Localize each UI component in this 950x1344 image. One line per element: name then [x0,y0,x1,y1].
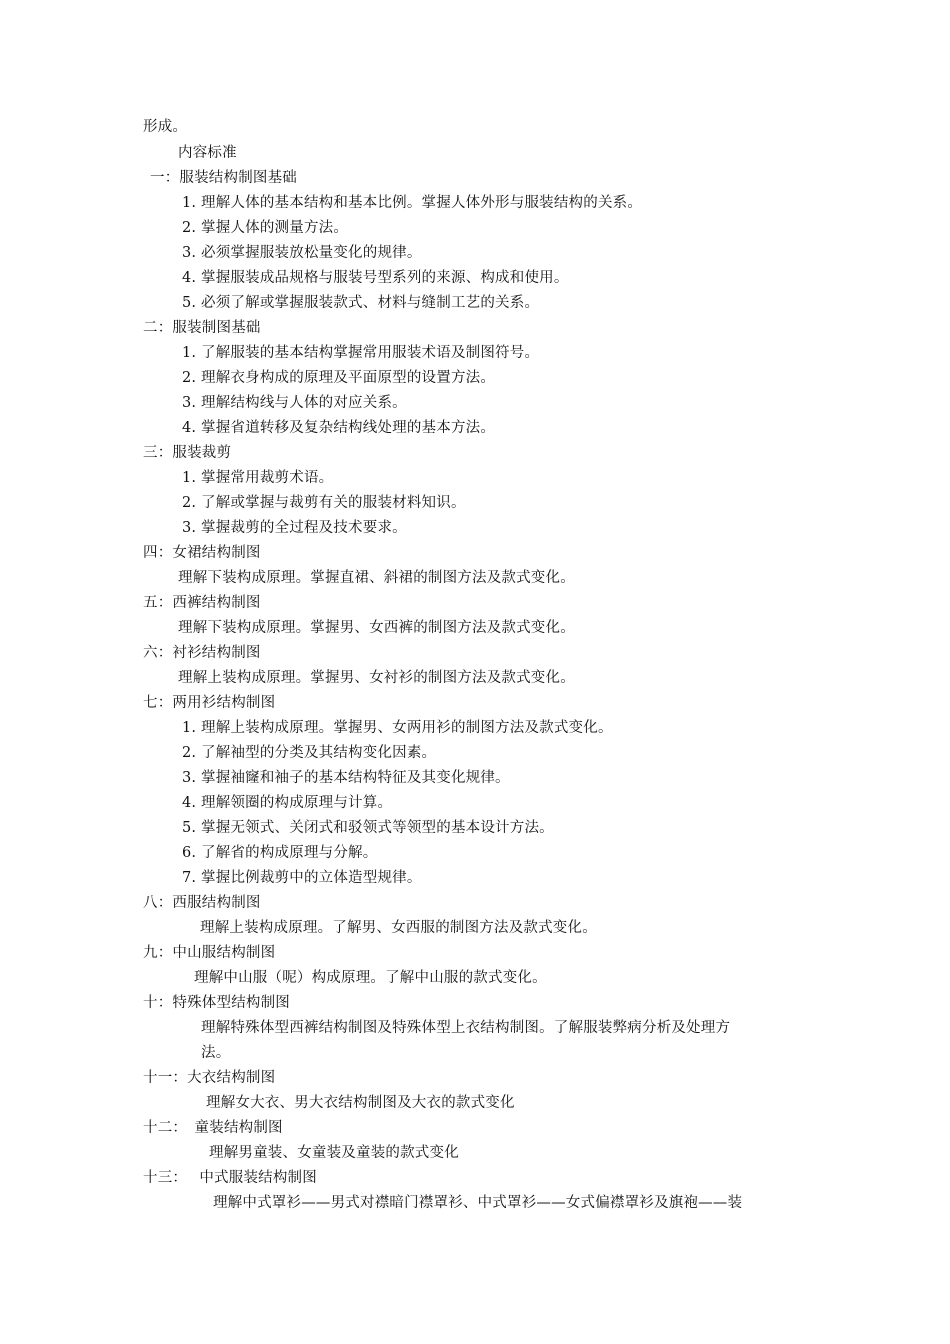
list-item: 3. 必须掌握服装放松量变化的规律。 [182,245,422,261]
list-item: 3. 理解结构线与人体的对应关系。 [182,395,407,411]
list-item: 4. 掌握省道转移及复杂结构线处理的基本方法。 [182,420,496,436]
section-heading: 内容标准 [178,145,237,161]
section-heading: 十一：大衣结构制图 [143,1070,276,1086]
paragraph: 理解女大衣、男大衣结构制图及大衣的款式变化 [206,1095,515,1111]
section-heading: 四：女裙结构制图 [143,545,261,561]
section-heading: 三：服装裁剪 [143,445,232,461]
section-heading: 一：服装结构制图基础 [150,170,297,186]
list-item: 5. 必须了解或掌握服装款式、材料与缝制工艺的关系。 [182,295,540,311]
paragraph: 理解中山服（呢）构成原理。了解中山服的款式变化。 [194,970,547,986]
list-item: 3. 掌握袖窿和袖子的基本结构特征及其变化规律。 [182,770,510,786]
section-heading: 十二： 童装结构制图 [143,1120,283,1136]
list-item: 4. 理解领圈的构成原理与计算。 [182,795,393,811]
paragraph: 理解上装构成原理。掌握男、女衬衫的制图方法及款式变化。 [178,670,575,686]
list-item: 7. 掌握比例裁剪中的立体造型规律。 [182,870,422,886]
list-item: 4. 掌握服装成品规格与服装号型系列的来源、构成和使用。 [182,270,569,286]
paragraph: 理解男童装、女童装及童装的款式变化 [209,1145,459,1161]
paragraph: 理解中式罩衫——男式对襟暗门襟罩衫、中式罩衫——女式偏襟罩衫及旗袍——装 [213,1195,743,1211]
text-line: 形成。 [143,119,188,135]
list-item: 1. 掌握常用裁剪术语。 [182,470,334,486]
list-item: 5. 掌握无领式、关闭式和驳领式等领型的基本设计方法。 [182,820,554,836]
section-heading: 五：西裤结构制图 [143,595,261,611]
section-heading: 十：特殊体型结构制图 [143,995,290,1011]
paragraph: 理解下装构成原理。掌握直裙、斜裙的制图方法及款式变化。 [178,570,575,586]
list-item: 3. 掌握裁剪的全过程及技术要求。 [182,520,407,536]
paragraph-continuation: 法。 [201,1045,231,1061]
list-item: 2. 了解或掌握与裁剪有关的服装材料知识。 [182,495,466,511]
list-item: 2. 掌握人体的测量方法。 [182,220,349,236]
section-heading: 八：西服结构制图 [143,895,261,911]
list-item: 1. 理解人体的基本结构和基本比例。掌握人体外形与服装结构的关系。 [182,195,643,211]
list-item: 2. 了解袖型的分类及其结构变化因素。 [182,745,437,761]
list-item: 6. 了解省的构成原理与分解。 [182,845,378,861]
list-item: 1. 理解上装构成原理。掌握男、女两用衫的制图方法及款式变化。 [182,720,613,736]
paragraph: 理解特殊体型西裤结构制图及特殊体型上衣结构制图。了解服装弊病分析及处理方 [201,1020,731,1036]
section-heading: 二：服装制图基础 [143,320,261,336]
section-heading: 六：衬衫结构制图 [143,645,261,661]
paragraph: 理解下装构成原理。掌握男、女西裤的制图方法及款式变化。 [178,620,575,636]
section-heading: 十三： 中式服装结构制图 [143,1170,317,1186]
list-item: 1. 了解服装的基本结构掌握常用服装术语及制图符号。 [182,345,540,361]
list-item: 2. 理解衣身构成的原理及平面原型的设置方法。 [182,370,496,386]
section-heading: 九：中山服结构制图 [143,945,276,961]
paragraph: 理解上装构成原理。了解男、女西服的制图方法及款式变化。 [200,920,597,936]
section-heading: 七：两用衫结构制图 [143,695,276,711]
